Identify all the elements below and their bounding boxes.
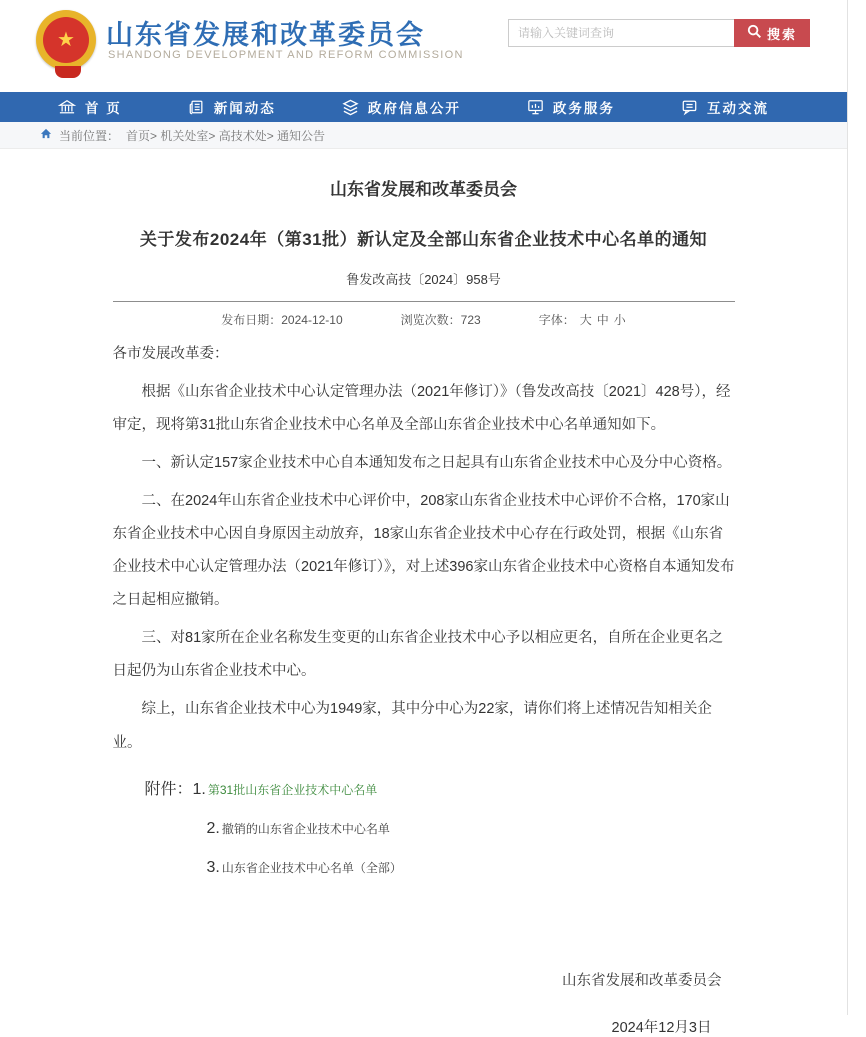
site-subtitle: SHANDONG DEVELOPMENT AND REFORM COMMISSION <box>108 49 464 61</box>
attachment-link-revoked[interactable]: 撤销的山东省企业技术中心名单 <box>221 821 390 836</box>
site-header <box>0 0 847 92</box>
attachment-number: 1. <box>192 780 206 798</box>
paragraph-salutation: 各市发展改革委： <box>112 346 229 362</box>
nav-item-news[interactable] <box>188 97 276 117</box>
nav-item-interaction[interactable] <box>681 97 769 117</box>
attachment-row-2 <box>207 820 735 838</box>
bank-icon <box>58 99 76 115</box>
doc-body <box>113 338 735 760</box>
doc-title-org: 山东省发展和改革委员会 <box>330 180 517 199</box>
doc-title-main: 关于发布2024年（第31批）新认定及全部山东省企业技术中心名单的通知 <box>139 230 708 249</box>
attachment-link-full-list[interactable]: 山东省企业技术中心名单（全部） <box>221 860 402 875</box>
attachments-section <box>113 776 735 877</box>
font-size-label: 字体： <box>538 313 575 327</box>
emblem-gold-ring <box>36 10 96 70</box>
signature-date: 2024年12月3日 <box>611 1019 712 1036</box>
publish-date: 发布日期：2024-12-10 <box>221 313 343 327</box>
doc-meta-row <box>113 302 735 334</box>
attachment-number: 3. <box>206 858 220 876</box>
paragraph-item-1: 一、新认定157家企业技术中心自本通知发布之日起具有山东省企业技术中心及分中心资格。 <box>141 455 732 472</box>
paragraph-summary: 综上，山东省企业技术中心为1949家，其中分中心为22家，请你们将上述情况告知相关企业。 <box>112 701 712 751</box>
attachment-row-1 <box>145 776 735 799</box>
nav-item-label: 首 页 <box>85 101 122 116</box>
signature-org: 山东省发展和改革委员会 <box>562 972 722 989</box>
nav-item-label: 新闻动态 <box>213 101 276 116</box>
monitor-icon <box>527 99 544 115</box>
chat-icon <box>681 99 698 115</box>
attachment-link-batch31[interactable]: 第31批山东省企业技术中心名单 <box>207 782 378 797</box>
nav-item-home[interactable] <box>58 97 122 117</box>
search-button[interactable] <box>734 19 810 47</box>
view-count: 浏览次数：723 <box>400 313 481 327</box>
nav-item-gov-services[interactable] <box>527 97 615 117</box>
notice-article <box>113 149 735 1037</box>
nav-item-label: 政务服务 <box>552 101 615 116</box>
attachment-row-3 <box>207 859 735 877</box>
paragraph-item-3: 三、对81家所在企业名称发生变更的山东省企业技术中心予以相应更名，自所在企业更名之日起仍为山东省企业技术中心。 <box>112 630 724 680</box>
home-icon <box>40 128 52 142</box>
nav-item-gov-info[interactable] <box>342 97 461 117</box>
search-icon <box>747 24 762 42</box>
font-size-switcher <box>539 311 626 328</box>
emblem-star-icon: ★ <box>43 17 89 63</box>
paragraph-item-2: 二、在2024年山东省企业技术中心评价中，208家山东省企业技术中心评价不合格，170家山东省企业技术中心因自身原因主动放弃，18家山东省企业技术中心存在行政处罚，根据《山东省企业技术中心认定管理办法（2021年修订）》，对上述396家山东省企业技术中心资格自本通知发布之日起相应撤销。 <box>112 493 735 609</box>
font-size-medium[interactable]: 中 <box>596 313 609 327</box>
attachment-number: 2. <box>206 819 220 837</box>
emblem-ribbon <box>55 66 81 78</box>
font-size-small[interactable]: 小 <box>613 313 626 327</box>
doc-number: 鲁发改高技〔2024〕958号 <box>346 272 501 287</box>
site-title: 山东省发展和改革委员会 <box>106 20 425 50</box>
main-nav <box>0 92 847 122</box>
attachments-label: 附件： <box>144 780 193 798</box>
national-emblem-logo <box>36 10 100 80</box>
nav-item-label: 政府信息公开 <box>367 101 461 116</box>
nav-item-label: 互动交流 <box>706 101 769 116</box>
breadcrumb-prefix: 当前位置： <box>59 128 120 143</box>
search-button-label: 搜索 <box>766 26 797 42</box>
news-icon <box>188 99 205 115</box>
signature-block <box>113 969 735 1037</box>
breadcrumb-trail[interactable]: 首页> 机关处室> 高技术处> 通知公告 <box>126 128 326 143</box>
font-size-large[interactable]: 大 <box>579 313 592 327</box>
paragraph-intro: 根据《山东省企业技术中心认定管理办法（2021年修订）》（鲁发改高技〔2021〕428号），经审定，现将第31批山东省企业技术中心名单及全部山东省企业技术中心名单通知如下。 <box>112 384 731 434</box>
search-input[interactable] <box>508 19 734 47</box>
breadcrumb <box>0 122 847 149</box>
search-box <box>508 19 810 47</box>
layers-icon <box>342 99 359 116</box>
